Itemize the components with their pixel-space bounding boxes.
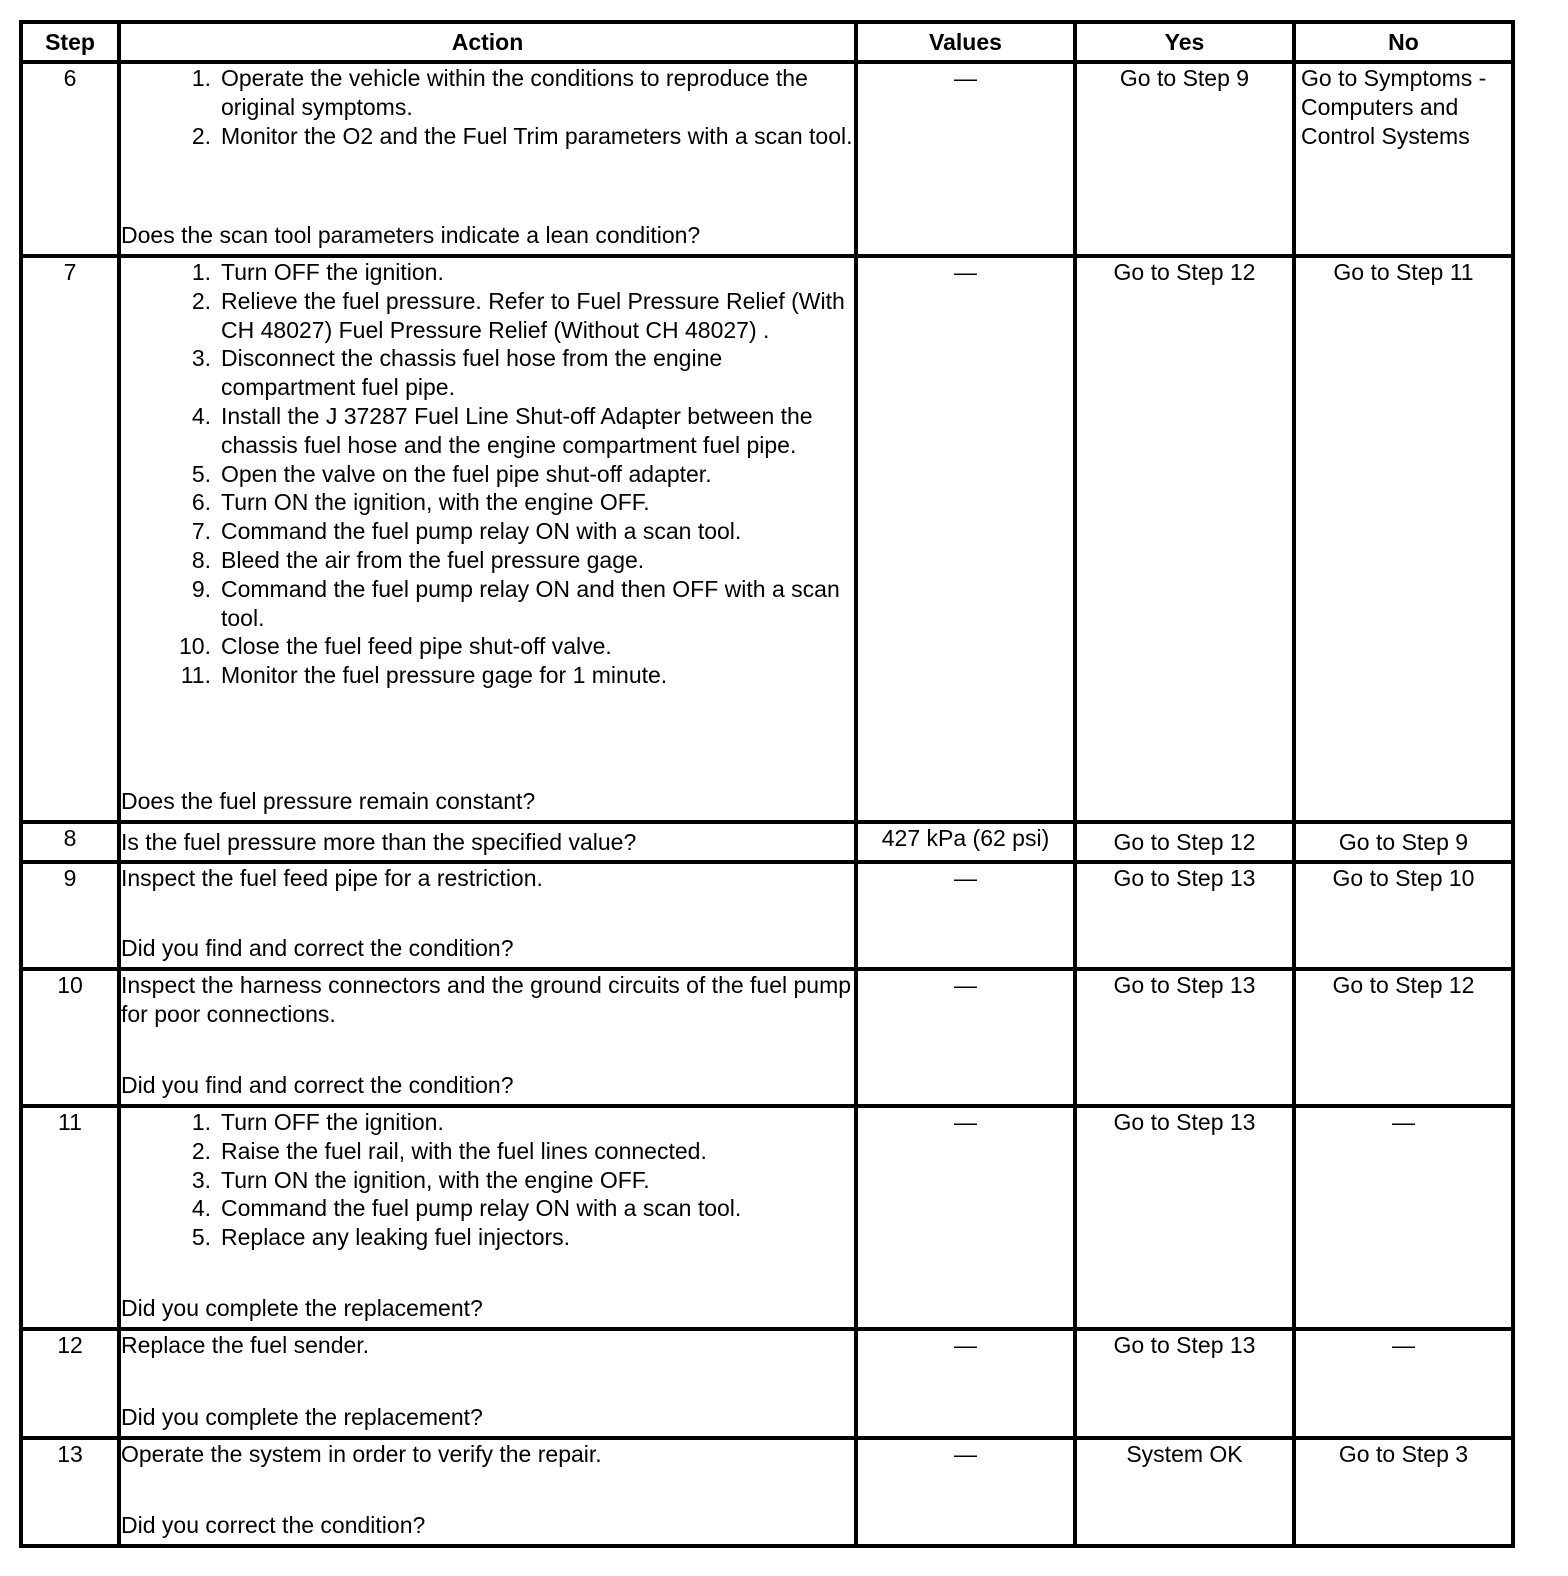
no-cell: Go to Step 11 [1294, 256, 1513, 822]
values-cell: 427 kPa (62 psi) [856, 822, 1075, 862]
action-step: 5. Open the valve on the fuel pipe shut-off adapter. [191, 460, 712, 487]
action-step: 4. Install the J 37287 Fuel Line Shut-off Adapter between the chassis fuel hose and the engine compartment fuel pipe. [191, 402, 813, 458]
yes-cell: Go to Step 9 [1075, 62, 1294, 256]
step-number: 8 [21, 822, 119, 862]
action-question: Did you complete the replacement? [121, 1295, 483, 1322]
action-cell [119, 62, 856, 256]
values-cell: — [856, 1329, 1075, 1438]
header-values: Values [856, 22, 1075, 62]
action-cell [119, 1438, 856, 1546]
action-step: 8. Bleed the air from the fuel pressure gage. [191, 546, 645, 573]
action-step: 10. Close the fuel feed pipe shut-off valve. [179, 633, 612, 660]
table-row-step-10 [21, 969, 1513, 1106]
table-row-step-7 [21, 256, 1513, 822]
action-step: 2. Raise the fuel rail, with the fuel lines connected. [191, 1137, 707, 1164]
action-step: 3. Turn ON the ignition, with the engine OFF. [191, 1166, 650, 1193]
values-cell: — [856, 1438, 1075, 1546]
diagnostic-table-wrapper [19, 20, 1515, 1548]
header-row [21, 22, 1513, 62]
yes-cell: Go to Step 13 [1075, 969, 1294, 1106]
yes-cell: Go to Step 13 [1075, 862, 1294, 969]
action-text: Inspect the harness connectors and the ground circuits of the fuel pump for poor connections. [121, 972, 852, 1027]
action-question: Does the scan tool parameters indicate a lean condition? [121, 222, 701, 249]
diagnostic-table [19, 20, 1515, 1548]
table-row-step-13 [21, 1438, 1513, 1546]
action-step: 1. Turn OFF the ignition. [191, 1109, 444, 1135]
action-step: 9. Command the fuel pump relay ON and then OFF with a scan tool. [191, 575, 840, 631]
action-step: 5. Replace any leaking fuel injectors. [191, 1224, 571, 1251]
header-yes: Yes [1075, 22, 1294, 62]
yes-cell: Go to Step 13 [1075, 1106, 1294, 1329]
action-question: Is the fuel pressure more than the specified value? [121, 828, 637, 855]
step-number: 11 [21, 1106, 119, 1329]
values-cell: — [856, 62, 1075, 256]
action-step: 2. Monitor the O2 and the Fuel Trim parameters with a scan tool. [191, 122, 853, 149]
step-number: 10 [21, 969, 119, 1106]
table-row-step-11 [21, 1106, 1513, 1329]
step-number: 13 [21, 1438, 119, 1546]
action-steps [121, 1108, 854, 1252]
no-cell: Go to Step 3 [1294, 1438, 1513, 1546]
yes-cell: System OK [1075, 1438, 1294, 1546]
action-cell [119, 862, 856, 969]
step-number: 6 [21, 62, 119, 256]
action-step: 2. Relieve the fuel pressure. Refer to Fuel Pressure Relief (With CH 48027) Fuel Pressure Relief (Without CH 48027) . [191, 287, 845, 343]
table-row-step-12 [21, 1329, 1513, 1438]
header-step: Step [21, 22, 119, 62]
action-text: Inspect the fuel feed pipe for a restriction. [121, 865, 543, 891]
no-cell: — [1294, 1329, 1513, 1438]
header-no: No [1294, 22, 1513, 62]
no-cell: Go to Step 9 [1294, 822, 1513, 862]
values-cell: — [856, 1106, 1075, 1329]
action-step: 1. Turn OFF the ignition. [191, 259, 444, 285]
action-steps [121, 258, 854, 690]
step-number: 9 [21, 862, 119, 969]
action-step: 3. Disconnect the chassis fuel hose from the engine compartment fuel pipe. [191, 345, 723, 401]
table-row-step-6 [21, 62, 1513, 256]
action-question: Did you complete the replacement? [121, 1404, 483, 1431]
action-cell [119, 969, 856, 1106]
step-number: 12 [21, 1329, 119, 1438]
action-step: 7. Command the fuel pump relay ON with a scan tool. [191, 518, 742, 545]
yes-cell: Go to Step 12 [1075, 256, 1294, 822]
action-step: 11. Monitor the fuel pressure gage for 1 minute. [180, 662, 668, 689]
action-step: 4. Command the fuel pump relay ON with a scan tool. [191, 1195, 742, 1222]
action-cell [119, 256, 856, 822]
action-question: Does the fuel pressure remain constant? [121, 788, 536, 815]
yes-cell: Go to Step 13 [1075, 1329, 1294, 1438]
step-number: 7 [21, 256, 119, 822]
action-cell [119, 822, 856, 862]
header-action: Action [119, 22, 856, 62]
action-cell [119, 1329, 856, 1438]
action-step: 1. Operate the vehicle within the conditions to reproduce the original symptoms. [191, 65, 808, 120]
yes-cell: Go to Step 12 [1075, 822, 1294, 862]
no-cell: — [1294, 1106, 1513, 1329]
table-row-step-8 [21, 822, 1513, 862]
action-question: Did you find and correct the condition? [121, 935, 514, 962]
values-cell: — [856, 969, 1075, 1106]
action-text: Operate the system in order to verify the repair. [121, 1441, 602, 1467]
action-question: Did you find and correct the condition? [121, 1072, 514, 1099]
action-text: Replace the fuel sender. [121, 1332, 370, 1358]
no-cell: Go to Symptoms - Computers and Control Systems [1294, 62, 1513, 256]
values-cell: — [856, 862, 1075, 969]
action-question: Did you correct the condition? [121, 1512, 426, 1539]
action-cell [119, 1106, 856, 1329]
no-cell: Go to Step 12 [1294, 969, 1513, 1106]
action-step: 6. Turn ON the ignition, with the engine OFF. [191, 489, 650, 516]
action-steps [121, 64, 854, 150]
table-row-step-9 [21, 862, 1513, 969]
no-cell: Go to Step 10 [1294, 862, 1513, 969]
values-cell: — [856, 256, 1075, 822]
